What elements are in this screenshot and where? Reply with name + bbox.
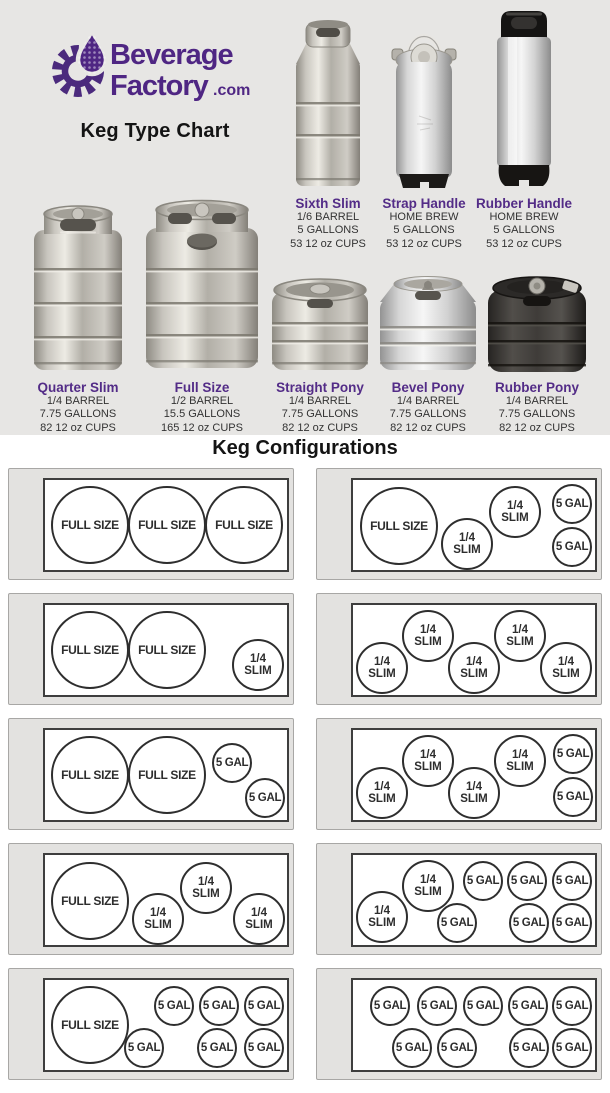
bottom-keg-row (14, 196, 596, 435)
config-box-inner (351, 603, 597, 697)
page-title: Keg Type Chart (80, 120, 230, 142)
keg-circle-5gal (437, 903, 477, 943)
keg-circle-fullsize (128, 736, 206, 814)
keg-spec-line: 7.75 GALLONS (389, 408, 467, 421)
keg-spec-line: 1/4 BARREL (396, 395, 460, 407)
keg-name-full-size: Full Size (174, 380, 230, 395)
keg-circle-fullsize (360, 487, 438, 565)
keg-circle-14-slim (441, 518, 493, 570)
keg-circle-5gal (392, 1028, 432, 1068)
keg-circle-label: 5 GAL (373, 999, 407, 1012)
keg-spec-line: 1/6 BARREL (296, 211, 360, 223)
keg-spec-line: 82 12 oz CUPS (282, 421, 358, 434)
keg-circle-14-slim (356, 767, 408, 819)
keg-circle-label: FULL SIZE (370, 518, 428, 533)
keg-image-full-size (138, 196, 266, 376)
keg-spec-line: 1/2 BARREL (170, 395, 234, 407)
keg-circle-14-slim (494, 610, 546, 662)
keg-circle-fullsize (51, 736, 129, 814)
config-box-inner (351, 978, 597, 1072)
config-box-row5-left (8, 968, 294, 1080)
keg-circle-label: 5 GAL (556, 790, 590, 803)
keg-circle-14-slim (448, 767, 500, 819)
keg-circle-5gal (463, 861, 503, 901)
config-box-row1-left (8, 468, 294, 580)
keg-figure-rubber-pony (475, 196, 596, 435)
keg-circle-fullsize (51, 486, 129, 564)
keg-spec-line: 53 12 oz CUPS (290, 237, 366, 250)
keg-circle-label: 5 GAL (466, 999, 500, 1012)
gear-droplet-icon (54, 31, 106, 95)
keg-spec-line: HOME BREW (489, 211, 559, 223)
keg-name-bevel-pony: Bevel Pony (391, 380, 465, 395)
config-box-row2-left (8, 593, 294, 705)
keg-circle-14-slim (356, 642, 408, 694)
keg-circle-label: 5 GAL (555, 497, 589, 510)
keg-circle-label: 1/4 SLIM (368, 780, 396, 805)
keg-circle-fullsize (128, 486, 206, 564)
config-box-inner (351, 853, 597, 947)
keg-circle-5gal (552, 484, 592, 524)
keg-figure-bevel-pony (378, 196, 478, 435)
keg-circle-14-slim (356, 891, 408, 943)
keg-circle-label: 5 GAL (215, 756, 249, 769)
keg-circle-5gal (553, 777, 593, 817)
keg-circle-label: 5 GAL (512, 1041, 546, 1054)
config-box-inner (351, 478, 597, 572)
keg-circle-14-slim (540, 642, 592, 694)
configurations-title: Keg Configurations (212, 437, 398, 459)
keg-circle-5gal (199, 986, 239, 1026)
keg-name-quarter-slim: Quarter Slim (37, 380, 119, 395)
keg-circle-label: FULL SIZE (61, 767, 119, 782)
keg-circle-label: 5 GAL (555, 1041, 589, 1054)
keg-circle-label: 1/4 SLIM (414, 623, 442, 648)
keg-circle-5gal (552, 527, 592, 567)
keg-circle-label: FULL SIZE (61, 642, 119, 657)
keg-name-rubber-handle: Rubber Handle (475, 196, 572, 211)
config-box-inner (43, 978, 289, 1072)
brand-word-1: Beverage (110, 39, 233, 71)
keg-spec-line: 82 12 oz CUPS (499, 421, 575, 434)
keg-circle-5gal (417, 986, 457, 1026)
keg-figure-straight-pony (262, 196, 378, 435)
keg-name-sixth-slim: Sixth Slim (295, 196, 361, 211)
keg-circle-label: 1/4 SLIM (460, 655, 488, 680)
keg-circle-fullsize (51, 611, 129, 689)
config-box-row1-right (316, 468, 602, 580)
keg-circle-5gal (437, 1028, 477, 1068)
keg-circle-5gal (245, 778, 285, 818)
keg-spec-line: 5 GALLONS (493, 224, 555, 237)
keg-spec-line: 7.75 GALLONS (281, 408, 359, 421)
keg-circle-5gal (552, 861, 592, 901)
config-box-inner (43, 478, 289, 572)
keg-circle-label: FULL SIZE (138, 642, 196, 657)
keg-circle-fullsize (128, 611, 206, 689)
keg-spec-line: 1/4 BARREL (505, 395, 569, 407)
keg-circle-label: 5 GAL (200, 1041, 234, 1054)
keg-figure-full-size (142, 196, 262, 435)
keg-figure-quarter-slim (14, 196, 142, 435)
keg-circle-label: 1/4 SLIM (506, 748, 534, 773)
keg-name-rubber-pony: Rubber Pony (494, 380, 579, 395)
keg-circle-label: 5 GAL (466, 874, 500, 887)
keg-circle-14-slim (233, 893, 285, 945)
keg-circle-label: 5 GAL (555, 916, 589, 929)
keg-circle-label: 1/4 SLIM (501, 499, 529, 524)
brand-word-2: Factory (110, 70, 208, 102)
keg-circle-label: 5 GAL (555, 540, 589, 553)
keg-circle-fullsize (51, 862, 129, 940)
keg-circle-5gal (509, 1028, 549, 1068)
keg-circle-label: 5 GAL (248, 791, 282, 804)
config-box-row3-left (8, 718, 294, 830)
keg-circle-label: 5 GAL (512, 916, 546, 929)
keg-circle-label: FULL SIZE (61, 1017, 119, 1032)
configurations-grid (8, 468, 602, 1080)
keg-circle-14-slim (132, 893, 184, 945)
keg-circle-label: 1/4 SLIM (414, 873, 442, 898)
keg-circle-5gal (508, 986, 548, 1026)
keg-circle-5gal (244, 1028, 284, 1068)
keg-circle-label: 5 GAL (127, 1041, 161, 1054)
keg-circle-label: 5 GAL (247, 1041, 281, 1054)
keg-circle-label: 1/4 SLIM (506, 623, 534, 648)
keg-circle-label: 5 GAL (510, 874, 544, 887)
keg-name-straight-pony: Straight Pony (276, 380, 364, 395)
keg-circle-label: FULL SIZE (215, 517, 273, 532)
keg-circle-5gal (553, 734, 593, 774)
keg-circle-14-slim (402, 860, 454, 912)
keg-name-strap-handle: Strap Handle (382, 196, 466, 211)
keg-circle-5gal (552, 903, 592, 943)
keg-circle-5gal (552, 986, 592, 1026)
keg-circle-label: 1/4 SLIM (460, 780, 488, 805)
keg-circle-label: FULL SIZE (138, 517, 196, 532)
keg-spec-line: 5 GALLONS (297, 224, 359, 237)
config-box-row4-right (316, 843, 602, 955)
keg-circle-5gal (507, 861, 547, 901)
keg-circle-label: 1/4 SLIM (368, 904, 396, 929)
keg-spec-line: 7.75 GALLONS (498, 408, 576, 421)
keg-spec-line: 1/4 BARREL (46, 395, 110, 407)
keg-spec-line: 7.75 GALLONS (39, 408, 117, 421)
brand-suffix: .com (213, 82, 251, 99)
keg-circle-5gal (509, 903, 549, 943)
keg-spec-line: 1/4 BARREL (288, 395, 352, 407)
keg-circle-label: 5 GAL (555, 999, 589, 1012)
config-box-inner (43, 853, 289, 947)
keg-circle-label: 1/4 SLIM (453, 531, 481, 556)
keg-spec-line: 53 12 oz CUPS (486, 237, 562, 250)
keg-circle-14-slim (489, 486, 541, 538)
keg-image-rubber-pony (485, 196, 589, 376)
keg-image-straight-pony (267, 196, 373, 376)
keg-circle-label: 5 GAL (157, 999, 191, 1012)
keg-circle-14-slim (180, 862, 232, 914)
keg-circle-5gal (552, 1028, 592, 1068)
keg-circle-label: 1/4 SLIM (192, 875, 220, 900)
keg-spec-line: 5 GALLONS (393, 224, 455, 237)
keg-image-strap-handle (385, 6, 463, 192)
keg-spec-line: 165 12 oz CUPS (161, 421, 243, 434)
keg-circle-label: 5 GAL (202, 999, 236, 1012)
keg-circle-label: FULL SIZE (138, 767, 196, 782)
keg-circle-14-slim (494, 735, 546, 787)
keg-circle-fullsize (51, 986, 129, 1064)
keg-circle-5gal (244, 986, 284, 1026)
keg-circle-label: 5 GAL (420, 999, 454, 1012)
keg-circle-label: 5 GAL (247, 999, 281, 1012)
keg-image-sixth-slim (289, 6, 367, 192)
keg-circle-label: FULL SIZE (61, 893, 119, 908)
keg-type-chart-section (0, 0, 610, 435)
keg-spec-line: 82 12 oz CUPS (40, 421, 116, 434)
keg-circle-5gal (370, 986, 410, 1026)
keg-circle-label: 5 GAL (440, 916, 474, 929)
config-box-inner (351, 728, 597, 822)
keg-circle-label: 1/4 SLIM (244, 652, 272, 677)
keg-circle-5gal (197, 1028, 237, 1068)
beverage-factory-logo[interactable] (48, 24, 262, 111)
keg-circle-14-slim (232, 639, 284, 691)
keg-circle-label: FULL SIZE (61, 517, 119, 532)
keg-circle-5gal (124, 1028, 164, 1068)
keg-circle-label: 5 GAL (556, 747, 590, 760)
keg-circle-5gal (463, 986, 503, 1026)
keg-spec-line: 15.5 GALLONS (163, 408, 241, 421)
config-box-row3-right (316, 718, 602, 830)
keg-circle-label: 1/4 SLIM (245, 906, 273, 931)
keg-circle-label: 1/4 SLIM (368, 655, 396, 680)
config-box-row2-right (316, 593, 602, 705)
keg-circle-14-slim (402, 735, 454, 787)
keg-image-bevel-pony (376, 196, 480, 376)
keg-circle-label: 5 GAL (395, 1041, 429, 1054)
keg-circle-14-slim (402, 610, 454, 662)
config-box-row4-left (8, 843, 294, 955)
keg-spec-line: 53 12 oz CUPS (386, 237, 462, 250)
keg-circle-label: 5 GAL (555, 874, 589, 887)
keg-circle-5gal (154, 986, 194, 1026)
keg-circle-label: 1/4 SLIM (144, 906, 172, 931)
keg-image-rubber-handle (486, 6, 562, 192)
keg-circle-label: 5 GAL (511, 999, 545, 1012)
keg-spec-line: HOME BREW (389, 211, 459, 223)
keg-circle-fullsize (205, 486, 283, 564)
keg-spec-line: 82 12 oz CUPS (390, 421, 466, 434)
config-box-inner (43, 603, 289, 697)
keg-circle-label: 5 GAL (440, 1041, 474, 1054)
config-box-row5-right (316, 968, 602, 1080)
keg-circle-label: 1/4 SLIM (552, 655, 580, 680)
keg-circle-5gal (212, 743, 252, 783)
config-box-inner (43, 728, 289, 822)
keg-circle-14-slim (448, 642, 500, 694)
keg-circle-label: 1/4 SLIM (414, 748, 442, 773)
keg-image-quarter-slim (22, 196, 134, 376)
